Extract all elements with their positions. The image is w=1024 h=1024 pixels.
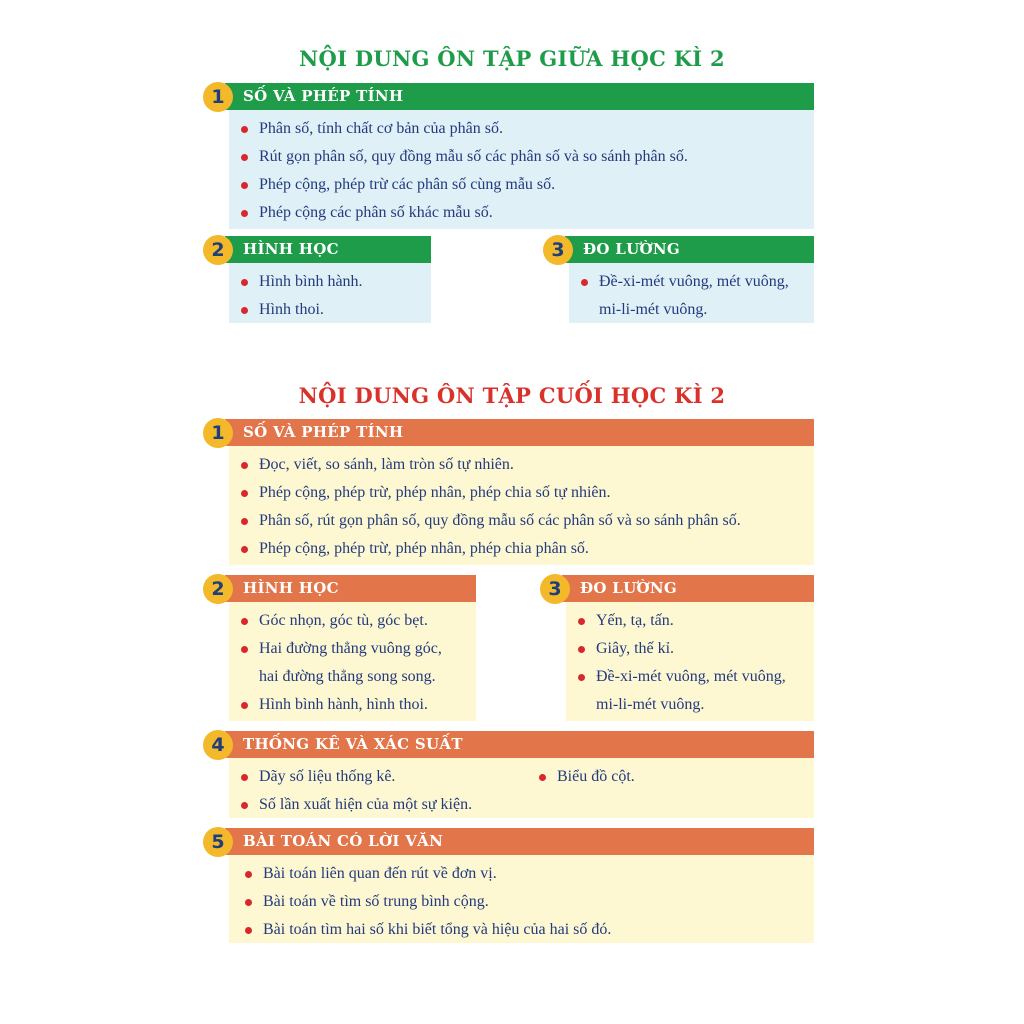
list-item: Số lần xuất hiện của một sự kiện.: [241, 791, 810, 819]
list-item: Hình bình hành.: [241, 268, 427, 296]
section-body: [229, 758, 814, 818]
mid-term-title: NỘI DUNG ÔN TẬP GIỮA HỌC KÌ 2: [299, 46, 725, 71]
section-heading: SỐ VÀ PHÉP TÍNH: [225, 419, 814, 446]
section-number-badge: 2: [203, 235, 233, 265]
section-number-badge: 5: [203, 827, 233, 857]
mid-section-geometry: [203, 236, 431, 323]
section-body: [229, 263, 431, 323]
final-section-word-problems: [203, 828, 814, 943]
section-heading: SỐ VÀ PHÉP TÍNH: [225, 83, 814, 110]
item-list: [241, 607, 472, 719]
list-item: Giây, thế kỉ.: [578, 635, 810, 663]
list-item: Phân số, rút gọn phân số, quy đồng mẫu số các phân số và so sánh phân số.: [241, 507, 810, 535]
item-list: [245, 860, 810, 944]
list-item: Biểu đồ cột.: [539, 763, 810, 791]
list-item: Phép cộng các phân số khác mẫu số.: [241, 199, 810, 227]
final-section-statistics: [203, 731, 814, 818]
list-item: Đọc, viết, so sánh, làm tròn số tự nhiên.: [241, 451, 810, 479]
list-item: Bài toán liên quan đến rút về đơn vị.: [245, 860, 810, 888]
final-section-numbers: [203, 419, 814, 565]
list-item: Góc nhọn, góc tù, góc bẹt.: [241, 607, 472, 635]
section-heading: ĐO LƯỜNG: [562, 575, 814, 602]
list-item-continuation: mi-li-mét vuông.: [599, 301, 708, 318]
mid-section-numbers: [203, 83, 814, 229]
section-body: [569, 263, 814, 323]
section-heading: HÌNH HỌC: [225, 575, 476, 602]
list-item: Bài toán về tìm số trung bình cộng.: [245, 888, 810, 916]
final-section-geometry: [203, 575, 476, 721]
list-item: Hai đường thẳng vuông góc,: [241, 635, 472, 663]
final-term-title: NỘI DUNG ÔN TẬP CUỐI HỌC KÌ 2: [298, 383, 726, 408]
item-list: [578, 607, 810, 719]
section-number-badge: 1: [203, 418, 233, 448]
section-body: [229, 446, 814, 565]
section-body: [566, 602, 814, 721]
item-list: [241, 115, 810, 227]
list-item: Hình bình hành, hình thoi.: [241, 691, 472, 719]
section-number-badge: 4: [203, 730, 233, 760]
mid-section-measurement: [543, 236, 814, 323]
list-item: Rút gọn phân số, quy đồng mẫu số các phân số và so sánh phân số.: [241, 143, 810, 171]
section-number-badge: 3: [540, 574, 570, 604]
item-list: [581, 268, 810, 324]
list-item: Phân số, tính chất cơ bản của phân số.: [241, 115, 810, 143]
item-list-column-2: [539, 763, 810, 791]
list-item: Yến, tạ, tấn.: [578, 607, 810, 635]
list-item-continuation: hai đường thẳng song song.: [259, 668, 436, 685]
section-number-badge: 1: [203, 82, 233, 112]
list-item: Phép cộng, phép trừ các phân số cùng mẫu số.: [241, 171, 810, 199]
list-item: Đề-xi-mét vuông, mét vuông,: [581, 268, 810, 296]
list-item: Bài toán tìm hai số khi biết tổng và hiệu của hai số đó.: [245, 916, 810, 944]
list-item-continuation: mi-li-mét vuông.: [596, 696, 705, 713]
section-number-badge: 2: [203, 574, 233, 604]
section-body: [229, 110, 814, 229]
list-item: Đề-xi-mét vuông, mét vuông,: [578, 663, 810, 691]
section-heading: ĐO LƯỜNG: [565, 236, 814, 263]
item-list: [241, 268, 427, 324]
list-item: Phép cộng, phép trừ, phép nhân, phép chia phân số.: [241, 535, 810, 563]
section-heading: HÌNH HỌC: [225, 236, 431, 263]
section-number-badge: 3: [543, 235, 573, 265]
list-item: Phép cộng, phép trừ, phép nhân, phép chia số tự nhiên.: [241, 479, 810, 507]
section-heading: BÀI TOÁN CÓ LỜI VĂN: [225, 828, 814, 855]
final-section-measurement: [540, 575, 814, 721]
section-heading: THỐNG KÊ VÀ XÁC SUẤT: [225, 731, 814, 758]
list-item: Hình thoi.: [241, 296, 427, 324]
section-body: [229, 855, 814, 943]
list-item: Dãy số liệu thống kê.: [241, 763, 810, 791]
section-body: [229, 602, 476, 721]
item-list: [241, 451, 810, 563]
